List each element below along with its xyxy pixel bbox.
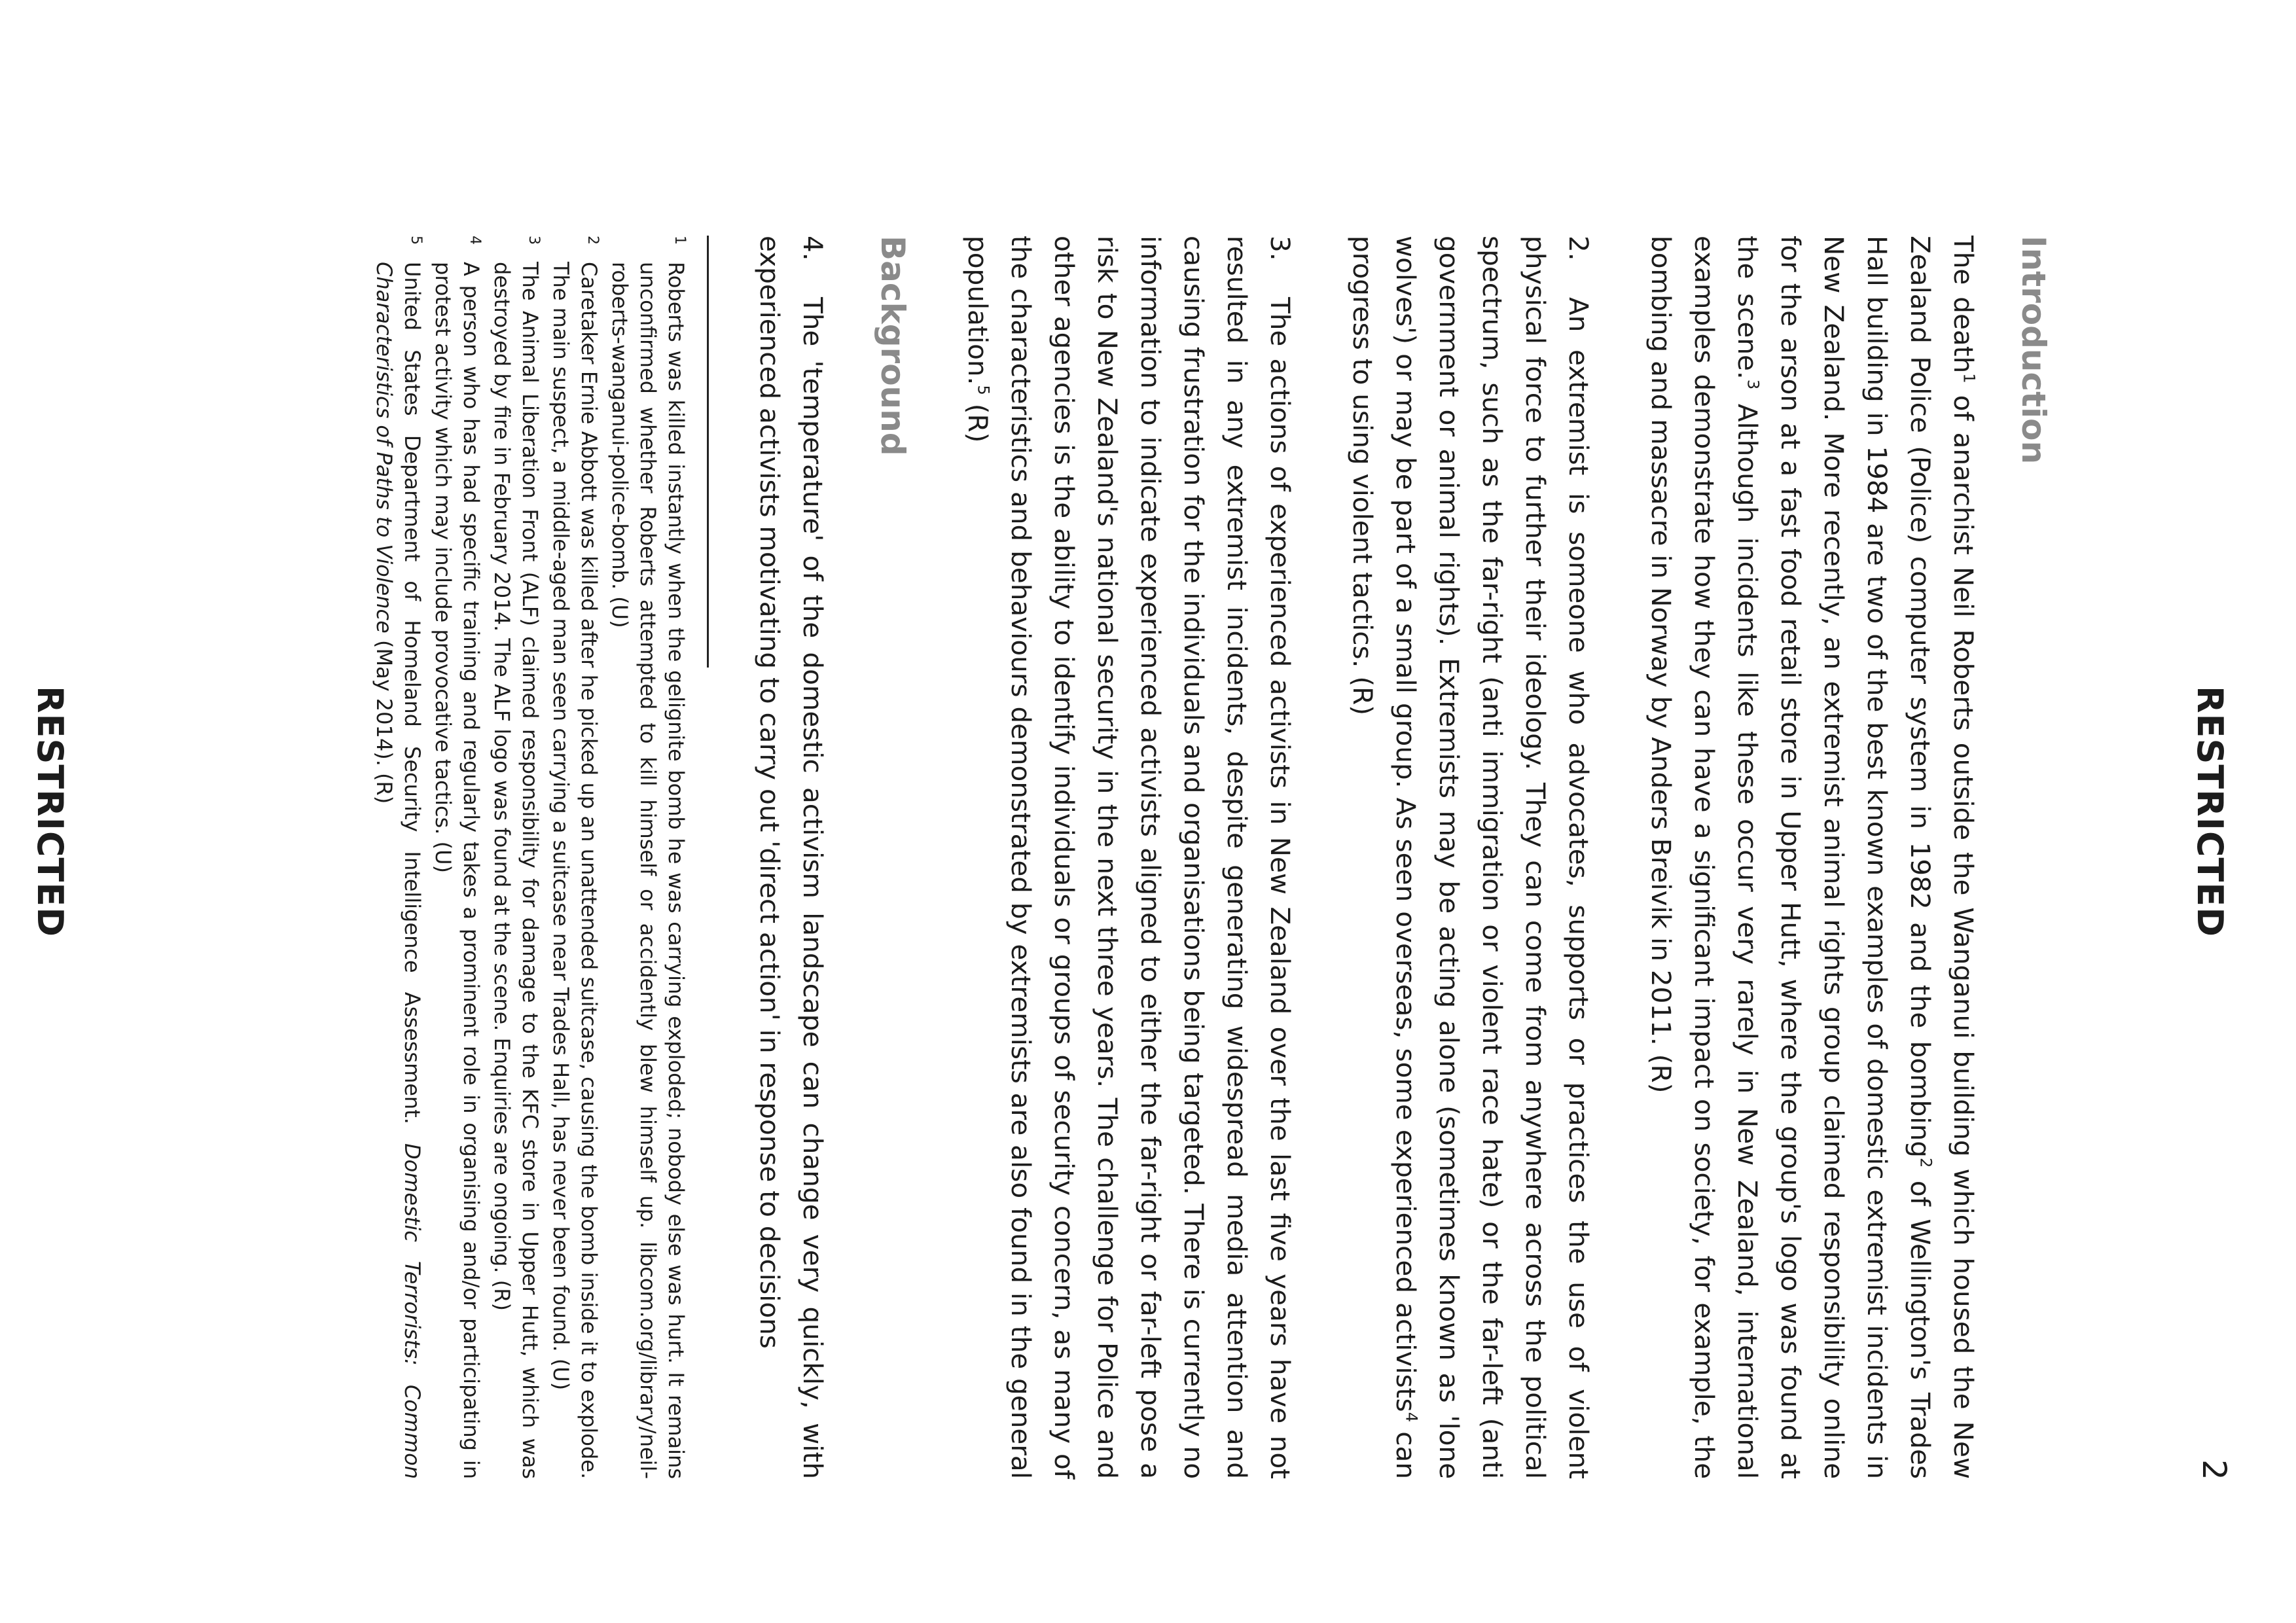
footnote-divider: [707, 236, 709, 668]
paragraph-text: of anarchist Neil Roberts outside the Wanganui building which housed the New Zealand Police (Police) computer system in 1982 and the bombing: [1905, 236, 1980, 1479]
paragraph-introduction: [1640, 236, 1986, 1479]
paragraph-number: 2.: [1563, 236, 1595, 261]
footnote-3: [488, 236, 544, 1479]
paragraph-number: 4.: [797, 236, 829, 261]
footnote-text: United States Department of Homeland Security Intelligence Assessment.: [400, 262, 425, 1144]
footnote-marker: 4: [467, 236, 483, 245]
paragraph-text: The actions of experienced activists in New Zealand over the last five years have not resulted in any extremist incidents, despite generating widespread media attention and causing frustration for the individuals and organisations being targeted. There is currently no information to indicate experienced activists aligned to either the far-right or far-left pose a risk to New Zealand's national security in the next three years. The challenge for Police and other agencies is the ability to identify individuals or groups of security concern, as many of the characteristics and behaviours demonstrated by extremists are also found in the general population.: [962, 236, 1297, 1479]
footnote-ref: 5: [975, 385, 994, 395]
section-heading-introduction: Introduction: [2015, 236, 2053, 465]
paragraph-text: of Wellington's Trades Hall building in 1984 are two of the best known examples of domestic extremist incidents in New Zealand. More recently, an extremist animal rights group claimed responsibility online for the arson at a fast food retail store in Upper Hutt, where the group's logo was found at the scene.: [1732, 236, 1937, 1480]
footnote-marker: 5: [408, 236, 424, 245]
footnote-marker: 2: [584, 236, 601, 245]
paragraph-4: [748, 236, 834, 1479]
footnotes: [370, 236, 690, 1479]
footnote-2: [547, 236, 603, 1479]
footnote-text: Roberts was killed instantly when the gelignite bomb he was carrying exploded; nobody else was hurt. It remains unconfirmed whether Roberts attempted to kill himself or accidently blew himself up. libcom.org/library/neil-roberts-wanganui-police-bomb. (U): [607, 262, 689, 1479]
footnote-marker: 3: [526, 236, 542, 245]
paragraph-text: can progress to using violent tactics. (R): [1347, 236, 1422, 1479]
paragraph-text: The 'temperature' of the domestic activism landscape can change very quickly, with experienced activists motivating to carry out 'direct action' in response to decisions: [754, 236, 829, 1479]
footnote-1: [605, 236, 690, 1479]
footnote-text: (May 2014). (R): [372, 633, 397, 804]
paragraph-2: [1342, 236, 1601, 1479]
section-heading-background: Background: [874, 236, 912, 456]
paragraph-number: 3.: [1265, 236, 1297, 261]
paragraph-3: [957, 236, 1302, 1479]
paragraph-text: Although incidents like these occur very rarely in New Zealand, international examples demonstrate how they can have a significant impact on society, for example, the bombing and massacre in Norway by Anders Breivik in 2011. (R): [1645, 236, 1764, 1479]
footnote-text: A person who has had specific training and regularly takes a prominent role in organising and/or participating in protest activity which may include provocative tactics. (U): [431, 262, 484, 1479]
footnote-text: The Animal Liberation Front (ALF) claimed responsibility for damage to the KFC store in Upper Hutt, which was destroyed by fire in February 2014. The ALF logo was found at the scene. Enquiries are ongoing. (R): [490, 262, 543, 1479]
footnote-4: [429, 236, 485, 1479]
paragraph-text: An extremist is someone who advocates, supports or practices the use of violent physical force to further their ideology. They can come from anywhere across the political spectrum, such as the far-right (anti immigration or violent race hate) or the far-left (anti government or animal rights). Extremists may be acting alone (sometimes known as 'lone wolves') or may be part of a small group. As seen overseas, some experienced activists: [1390, 236, 1595, 1479]
classification-footer: RESTRICTED: [29, 685, 71, 938]
footnote-ref: 4: [1403, 1412, 1422, 1423]
footnote-5: [370, 236, 426, 1479]
classification-header: RESTRICTED: [2189, 685, 2231, 938]
footnote-ref: 1: [1960, 373, 1979, 383]
page-number: 2: [2195, 1459, 2233, 1480]
footnote-ref: 3: [1744, 379, 1763, 390]
paragraph-text: (R): [962, 395, 994, 443]
footnote-marker: 1: [672, 236, 688, 245]
body-content: [367, 236, 2054, 1479]
footnote-text: Caretaker Ernie Abbott was killed after he picked up an unattended suitcase, causing the bomb inside it to explode. The main suspect, a middle-aged man seen carrying a suitcase near Trades Hall, has never been found. (U): [548, 262, 601, 1479]
footnote-citation-title: Domestic Terrorists: Common Characteristics of Paths to Violence: [372, 262, 425, 1480]
paragraph-text: The death: [1948, 236, 1980, 374]
footnote-ref: 2: [1917, 1157, 1936, 1168]
